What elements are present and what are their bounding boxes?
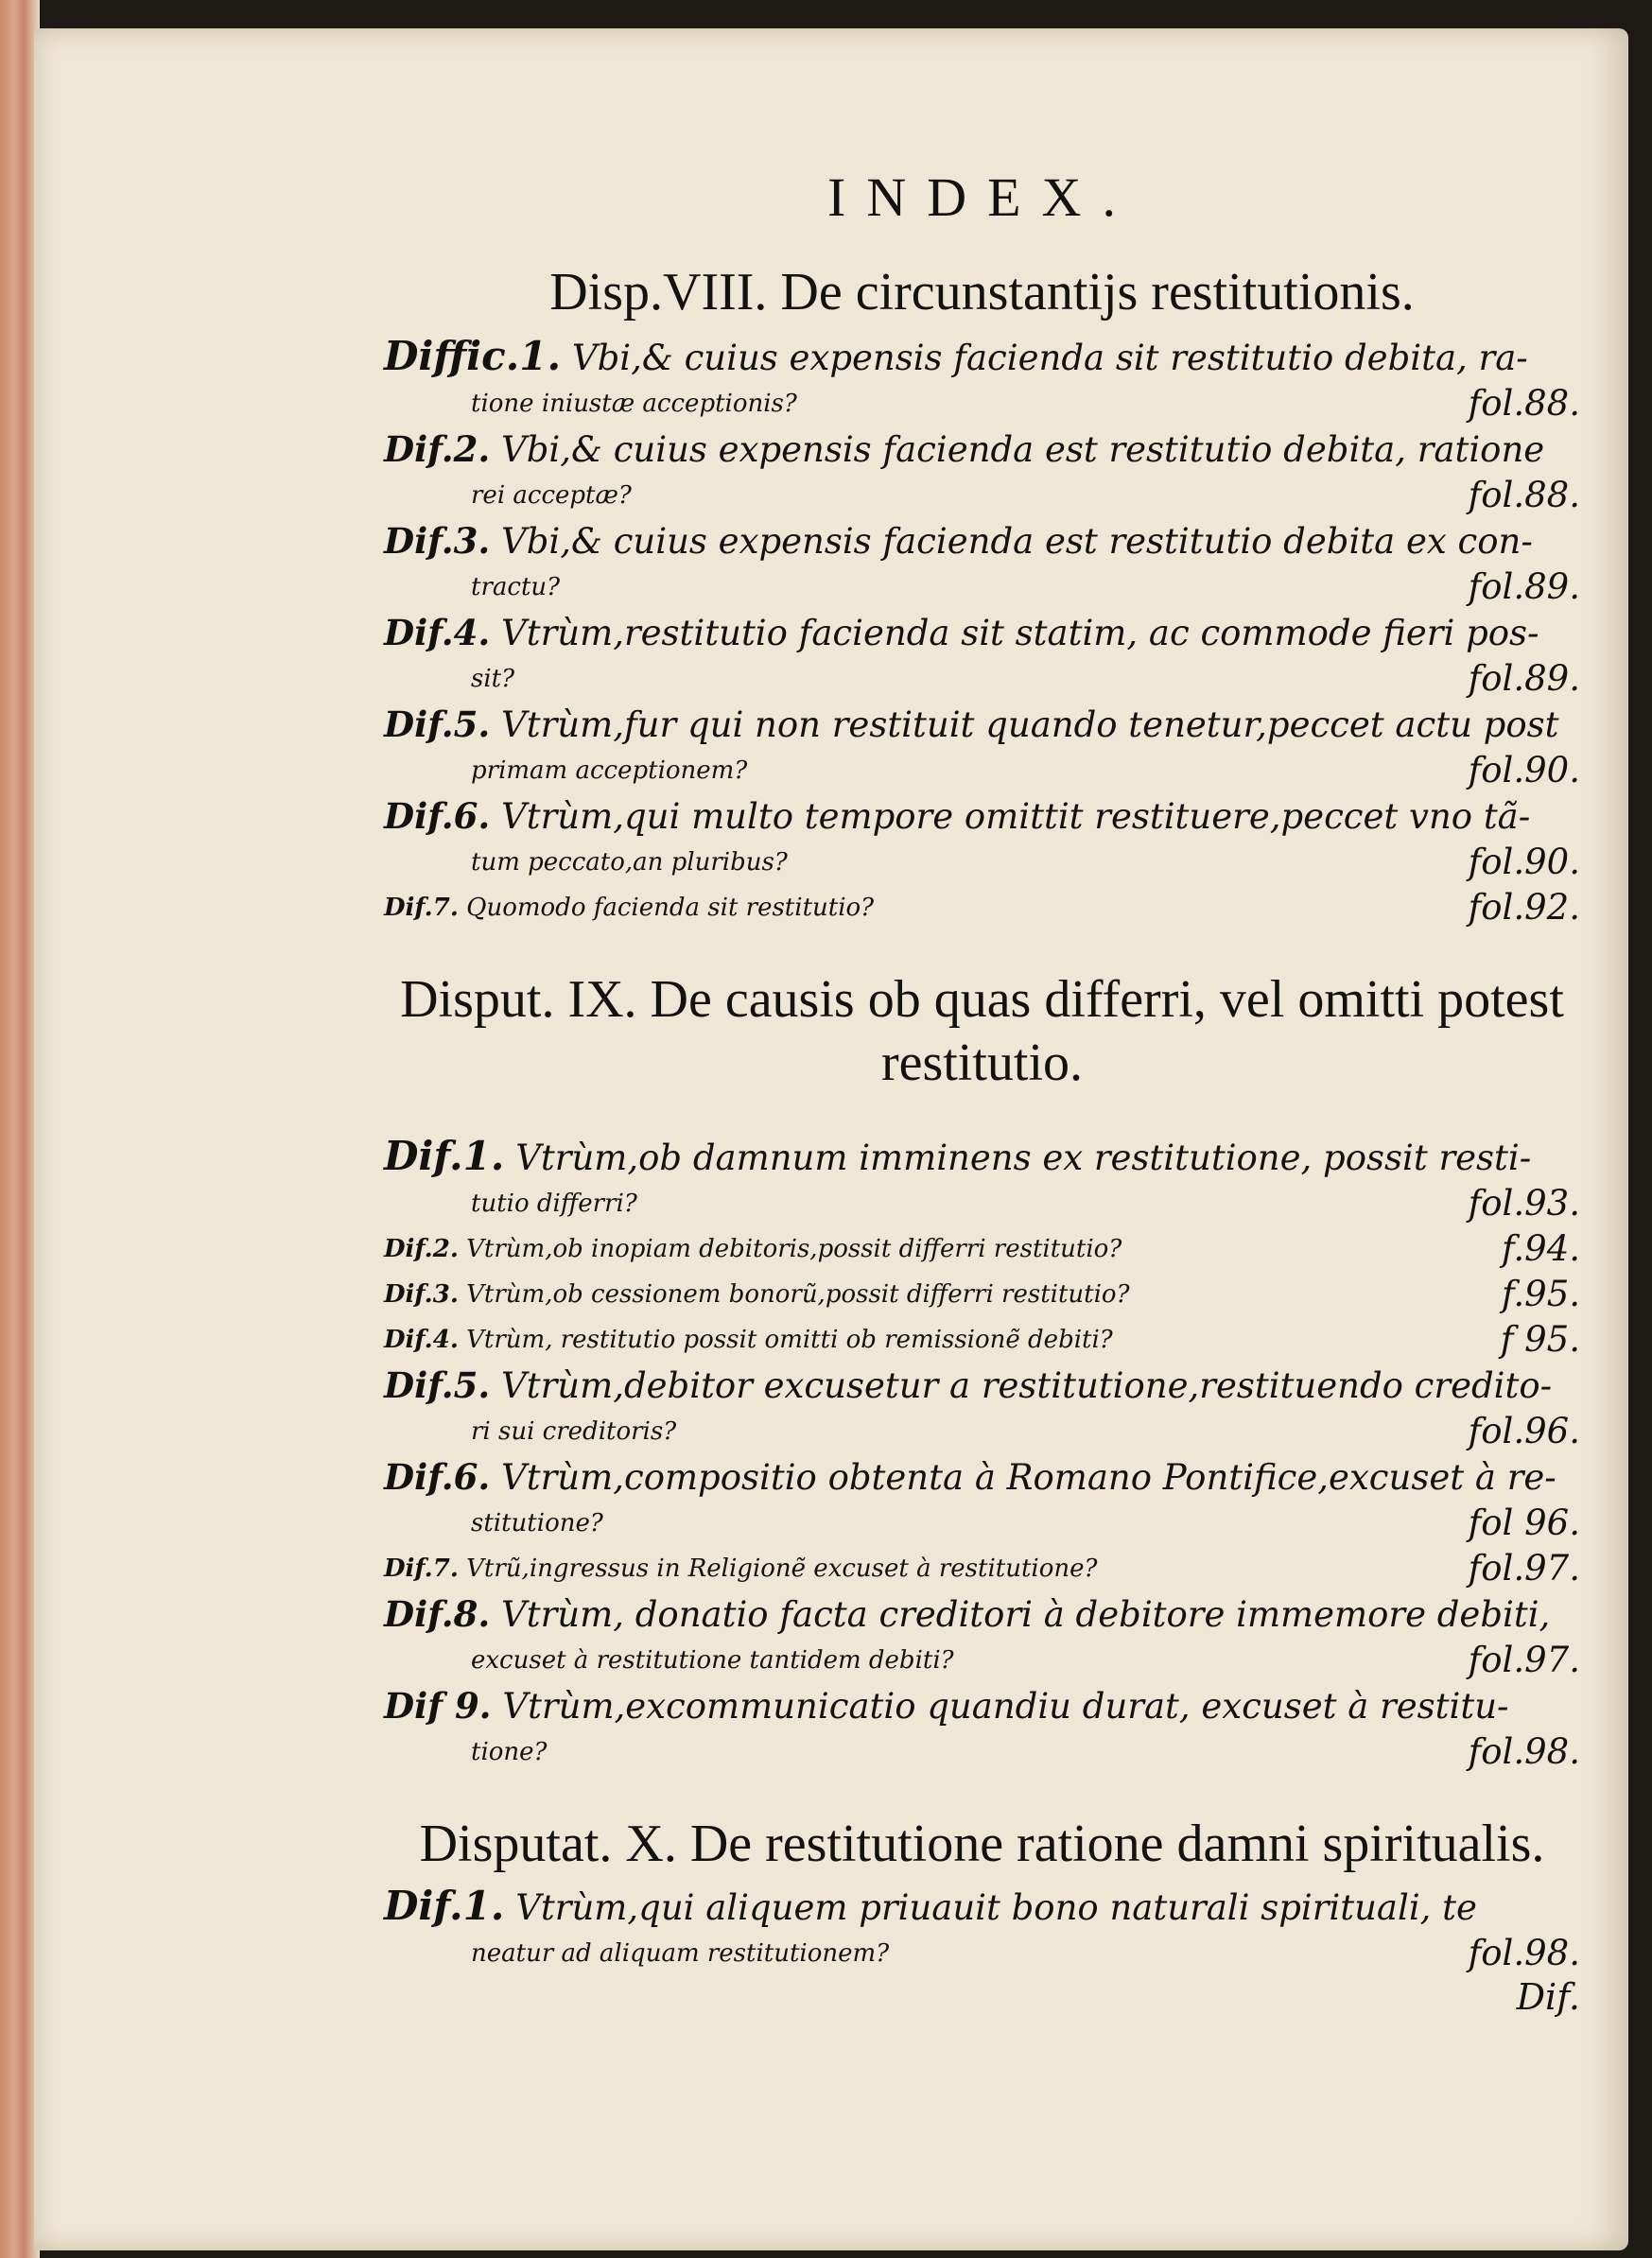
index-entry bbox=[384, 1226, 1580, 1272]
entry-label: Dif.5. bbox=[384, 703, 491, 746]
entry-line bbox=[384, 426, 1580, 473]
catchword-row bbox=[384, 1976, 1580, 2024]
entry-text: Vtrũ,ingressus in Religionẽ excuset à restitutione? bbox=[466, 1554, 1098, 1583]
entry-line bbox=[384, 610, 1580, 656]
section-title: Disput. IX. De causis ob quas differri, vel omitti potest restitutio. bbox=[400, 970, 1564, 1093]
entry-continuation: tutio differri? bbox=[471, 1189, 637, 1218]
entry-label: Dif.8. bbox=[384, 1592, 491, 1635]
index-entry bbox=[384, 1134, 1580, 1226]
folio-reference: fol.96. bbox=[1468, 1410, 1580, 1451]
folio-reference: fol.89. bbox=[1468, 566, 1580, 608]
entry-line bbox=[384, 334, 1580, 381]
entry-text: Vtrùm,fur qui non restituit quando tenetur,peccet actu post bbox=[501, 704, 1559, 746]
index-entry bbox=[384, 793, 1580, 885]
sections bbox=[384, 261, 1580, 1976]
entry-line bbox=[384, 1363, 1580, 1409]
folio-reference: fol.88. bbox=[1468, 383, 1580, 425]
entry-continuation: tum peccato,an pluribus? bbox=[471, 848, 788, 877]
entry-line bbox=[384, 1683, 1580, 1729]
index-entry bbox=[384, 1884, 1580, 1976]
entry-line bbox=[384, 1454, 1580, 1501]
entry-text: Vtrùm,qui aliquem priuauit bono naturali spirituali, te bbox=[515, 1886, 1477, 1928]
entry-text: Vtrùm,ob cessionem bonorũ,possit differri restitutio? bbox=[466, 1279, 1130, 1309]
folio-reference: fol.97. bbox=[1468, 1639, 1580, 1680]
index-entry bbox=[384, 1546, 1580, 1591]
entry-continuation: ri sui creditoris? bbox=[471, 1416, 677, 1446]
folio-reference: fol 96. bbox=[1468, 1502, 1580, 1543]
entry-text: Vbi,& cuius expensis facienda est restitutio debita ex con- bbox=[501, 521, 1533, 563]
entry-label: Dif.2. bbox=[384, 428, 491, 471]
folio-reference: fol.90. bbox=[1468, 750, 1580, 791]
index-entry bbox=[384, 702, 1580, 793]
entry-label: Dif 9. bbox=[384, 1684, 492, 1727]
entry-label: Dif.4. bbox=[384, 1325, 459, 1354]
index-entry bbox=[384, 1272, 1580, 1317]
entry-label: Dif.6. bbox=[384, 795, 491, 838]
folio-reference: fol.98. bbox=[1468, 1730, 1580, 1772]
entry-continuation: primam acceptionem? bbox=[471, 756, 748, 786]
entry-text: Vtrùm, restitutio possit omitti ob remissionẽ debiti? bbox=[466, 1325, 1113, 1354]
entry-text: Vtrùm,qui multo tempore omittit restituere,peccet vno tã- bbox=[501, 796, 1531, 838]
entry-text: Vtrùm, donatio facta creditori à debitore immemore debiti, bbox=[501, 1593, 1551, 1635]
entry-continuation: rei acceptæ? bbox=[471, 481, 632, 511]
entry-label: Diffic.1. bbox=[384, 333, 562, 380]
folio-reference: fol.89. bbox=[1468, 658, 1580, 700]
index-entry bbox=[384, 610, 1580, 702]
page bbox=[34, 28, 1628, 2250]
entry-continuation: sit? bbox=[471, 665, 515, 694]
catchword: Dif. bbox=[1516, 1975, 1580, 2018]
entry-text: Vbi,& cuius expensis facienda sit restitutio debita, ra- bbox=[571, 338, 1528, 379]
entry-line bbox=[384, 1591, 1580, 1638]
entry-text: Quomodo facienda sit restitutio? bbox=[466, 894, 875, 923]
entry-line bbox=[384, 1226, 1580, 1272]
entry-label: Dif.7. bbox=[384, 894, 459, 923]
entry-continuation: excuset à restitutione tantidem debiti? bbox=[471, 1645, 954, 1675]
entry-line bbox=[384, 1272, 1580, 1317]
folio-reference: fol.93. bbox=[1468, 1182, 1580, 1224]
entry-line bbox=[384, 518, 1580, 564]
entry-line bbox=[384, 1884, 1580, 1931]
entry-continuation: tione iniustæ acceptionis? bbox=[471, 390, 797, 419]
entry-label: Dif.1. bbox=[384, 1882, 505, 1929]
entry-label: Dif.2. bbox=[384, 1234, 459, 1263]
entry-text: Vtrùm,excommunicatio quandiu durat, excuset à restitu- bbox=[502, 1685, 1509, 1727]
entry-text: Vbi,& cuius expensis facienda est restitutio debita, ratione bbox=[501, 429, 1545, 471]
entry-text: Vtrùm,restitutio facienda sit statim, ac commode fieri pos- bbox=[501, 613, 1539, 654]
index-entry bbox=[384, 885, 1580, 930]
index-entry bbox=[384, 334, 1580, 426]
index-entry bbox=[384, 518, 1580, 610]
entry-text: Vtrùm,ob inopiam debitoris,possit differri restitutio? bbox=[466, 1234, 1122, 1263]
entry-text: Vtrùm,ob damnum imminens ex restitutione, possit resti- bbox=[515, 1137, 1532, 1178]
entry-label: Dif.3. bbox=[384, 1279, 459, 1309]
folio-reference: f 95. bbox=[1500, 1318, 1580, 1360]
entry-line bbox=[384, 885, 1580, 930]
entry-label: Dif.3. bbox=[384, 520, 491, 563]
section-title: Disp.VIII. De circunstantijs restitutionis. bbox=[549, 263, 1415, 321]
folio-reference: fol.97. bbox=[1468, 1547, 1580, 1589]
entry-text: Vtrùm,compositio obtenta à Romano Pontifice,excuset à re- bbox=[501, 1456, 1556, 1498]
index-entry bbox=[384, 426, 1580, 518]
entry-continuation: stitutione? bbox=[471, 1508, 603, 1537]
folio-reference: fol.92. bbox=[1468, 887, 1580, 929]
entry-line bbox=[384, 702, 1580, 748]
folio-reference: f.94. bbox=[1502, 1227, 1580, 1269]
running-head: INDEX. bbox=[827, 166, 1137, 228]
entry-continuation: neatur ad aliquam restitutionem? bbox=[471, 1938, 890, 1968]
entry-label: Dif.6. bbox=[384, 1455, 491, 1498]
entry-continuation: tractu? bbox=[471, 573, 561, 602]
section-title: Disputat. X. De restitutione ratione damni spiritualis. bbox=[419, 1814, 1545, 1873]
entry-line bbox=[384, 1546, 1580, 1591]
index-entry bbox=[384, 1363, 1580, 1454]
folio-reference: fol.98. bbox=[1468, 1932, 1580, 1973]
index-content bbox=[384, 132, 1580, 2024]
index-entry bbox=[384, 1454, 1580, 1546]
entry-label: Dif.4. bbox=[384, 612, 491, 654]
index-entry bbox=[384, 1683, 1580, 1775]
folio-reference: fol.90. bbox=[1468, 842, 1580, 883]
entry-label: Dif.1. bbox=[384, 1132, 505, 1179]
entry-label: Dif.5. bbox=[384, 1363, 491, 1406]
entry-continuation: tione? bbox=[471, 1737, 548, 1766]
entry-line bbox=[384, 793, 1580, 840]
folio-reference: fol.88. bbox=[1468, 475, 1580, 516]
entry-label: Dif.7. bbox=[384, 1554, 459, 1583]
entry-line bbox=[384, 1317, 1580, 1363]
index-entry bbox=[384, 1591, 1580, 1683]
index-entry bbox=[384, 1317, 1580, 1363]
entry-text: Vtrùm,debitor excusetur a restitutione,restituendo credito- bbox=[501, 1364, 1553, 1406]
folio-reference: f.95. bbox=[1502, 1273, 1580, 1314]
entry-line bbox=[384, 1134, 1580, 1181]
